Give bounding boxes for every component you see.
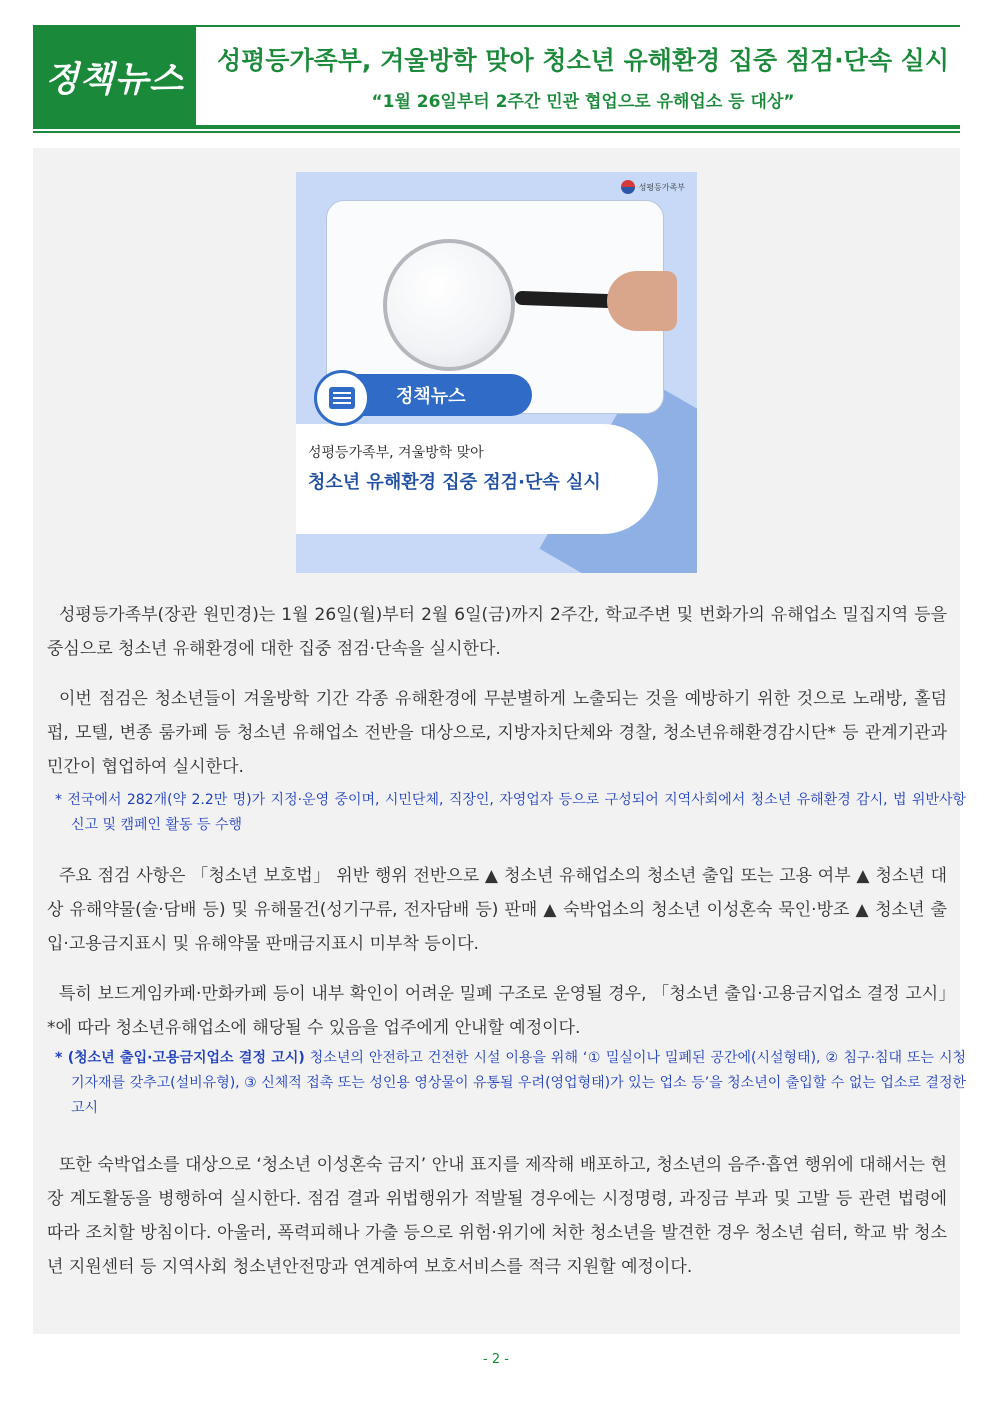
paragraph-2: 이번 점검은 청소년들이 겨울방학 기간 각종 유해환경에 무분별하게 노출되는 것을 예방하기 위한 것으로 노래방, 홀덤펍, 모텔, 변종 룸카페 등 청소년 유해업소 전반을 대상으로, 지방자치단체와 경찰, 청소년유해환경감시단* 등 관계기관과 민간이 협업하여 실시한다. [47,689,947,777]
article-body [33,148,966,1334]
magnifying-glass-icon [383,239,515,371]
footnote-2-text: 청소년의 안전하고 건전한 시설 이용을 위해 ‘① 밀실이나 밀폐된 공간에(시설형태), ② 침구·침대 또는 시청 기자재를 갖추고(설비유형), ③ 신체적 접촉 또는 성인용 영상물이 유통될 우려(영업형태)가 있는 업소 등’을 청소년이 출입할 수 없는 업소로 결정한 고시 [71,1050,966,1116]
footnote-1: * 전국에서 282개(약 2.2만 명)가 지정·운영 중이며, 시민단체, 직장인, 자영업자 등으로 구성되어 지역사회에서 청소년 유해환경 감시, 법 위반사항 신고 및 캠페인 활동 등 수행 [55,792,966,833]
header-bottom-rule-thin [33,131,960,133]
document-icon [314,370,370,426]
paragraph-4: 특히 보드게임카페·만화카페 등이 내부 확인이 어려운 밀폐 구조로 운영될 경우, 「청소년 출입·고용금지업소 결정 고시」*에 따라 청소년유해업소에 해당될 수 있음을 업주에게 안내할 예정이다. [47,984,947,1038]
page-number: - 2 - [483,1352,509,1367]
paragraph-1: 성평등가족부(장관 원민경)는 1월 26일(월)부터 2월 6일(금)까지 2주간, 학교주변 및 번화가의 유해업소 밀집지역 등을 중심으로 청소년 유해환경에 대한 집중 점검·단속을 실시한다. [47,605,947,659]
header-bottom-rule [33,125,960,129]
hand-illustration [607,271,677,331]
government-emblem-icon [621,180,635,194]
badge-label: 정책뉴스 [44,59,185,100]
paragraph-3: 주요 점검 사항은 「청소년 보호법」 위반 행위 전반으로 ▲ 청소년 유해업소의 청소년 출입 또는 고용 여부 ▲ 청소년 대상 유해약물(술·담배 등) 및 유해물건(성기구류, 전자담배 등) 판매 ▲ 숙박업소의 청소년 이성혼숙 묵인·방조 ▲ 청소년 출입·고용금지표시 및 유해약물 판매금지표시 미부착 등이다. [47,866,947,954]
page-title: 성평등가족부, 겨울방학 맞아 청소년 유해환경 집중 점검·단속 실시 [217,46,949,75]
footnote-2-heading: * (청소년 출입·고용금지업소 결정 고시) [55,1050,305,1066]
paragraph-5: 또한 숙박업소를 대상으로 ‘청소년 이성혼숙 금지’ 안내 표지를 제작해 배포하고, 청소년의 음주·흡연 행위에 대해서는 현장 계도활동을 병행하여 실시한다. 점검 결과 위법행위가 적발될 경우에는 시정명령, 과징금 부과 및 고발 등 관련 법령에 따라 조치할 방침이다. 아울러, 폭력피해나 가출 등으로 위험·위기에 처한 청소년을 발견한 경우 청소년 쉼터, 학교 밖 청소년 지원센터 등 지역사회 청소년안전망과 연계하여 보호서비스를 적극 지원할 예정이다. [47,1155,947,1277]
hero-caption-line1: 성평등가족부, 겨울방학 맞아 [308,445,484,461]
hero-caption-line2: 청소년 유해환경 집중 점검·단속 실시 [308,472,601,493]
policy-news-badge [33,27,196,127]
news-pill-label: 정책뉴스 [396,386,466,407]
ministry-mark [621,180,685,194]
page-subtitle: “1월 26일부터 2주간 민관 협업으로 유해업소 등 대상” [371,92,795,112]
ministry-name: 성평등가족부 [638,182,685,192]
hero-image [296,172,697,573]
header [33,25,960,135]
footnote-2 [55,1046,966,1121]
